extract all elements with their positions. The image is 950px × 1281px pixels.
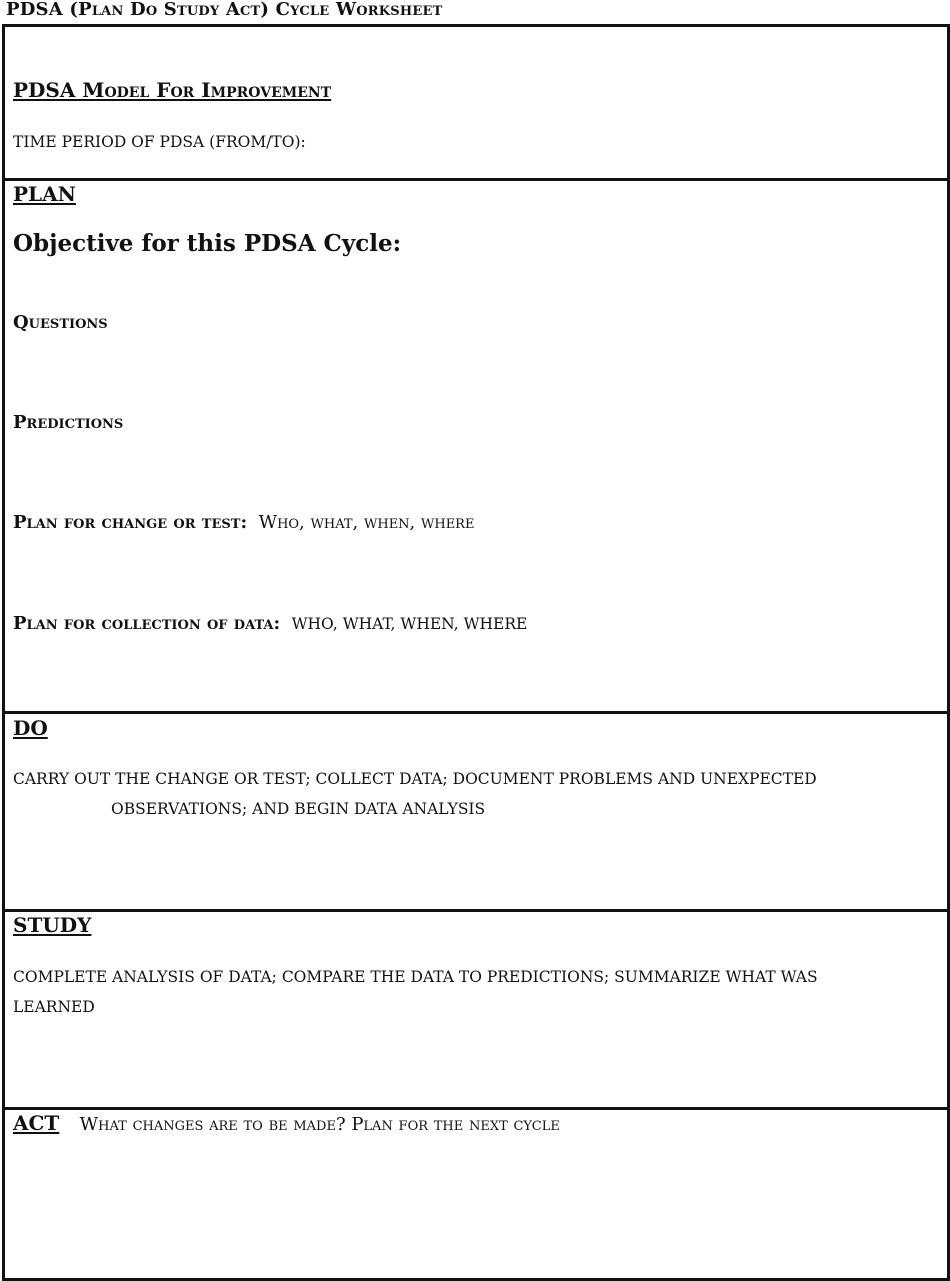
model-section: [2, 24, 950, 181]
model-heading: PDSA Model For Improvement: [13, 78, 332, 102]
study-section: [2, 909, 950, 1110]
act-heading: ACT: [13, 1111, 60, 1135]
time-period-label: TIME PERIOD OF PDSA (FROM/TO):: [13, 133, 306, 151]
act-detail: What changes are to be made? Plan for the next cycle: [79, 1114, 560, 1135]
study-line-1: COMPLETE ANALYSIS OF DATA; COMPARE THE DATA TO PREDICTIONS; SUMMARIZE WHAT WAS: [13, 968, 818, 986]
plan-change-detail: Who, what, when, where: [258, 512, 475, 533]
questions-label: Questions: [13, 312, 108, 333]
do-line-1: CARRY OUT THE CHANGE OR TEST; COLLECT DATA; DOCUMENT PROBLEMS AND UNEXPECTED: [13, 770, 817, 788]
plan-heading: PLAN: [13, 182, 76, 206]
act-line: [13, 1111, 560, 1135]
plan-data-line: [13, 613, 527, 634]
predictions-label: Predictions: [13, 412, 124, 433]
plan-change-label: Plan for change or test: [13, 512, 241, 533]
worksheet-title: PDSA (Plan Do Study Act) Cycle Worksheet: [6, 0, 443, 20]
study-line-2: LEARNED: [13, 998, 95, 1016]
objective-label: Objective for this PDSA Cycle:: [13, 230, 402, 257]
do-heading: DO: [13, 716, 48, 740]
do-line-2: OBSERVATIONS; AND BEGIN DATA ANALYSIS: [111, 800, 486, 818]
plan-data-detail: WHO, WHAT, WHEN, WHERE: [291, 615, 528, 633]
plan-change-line: Plan for change or test: Who, what, when, where: [13, 512, 475, 533]
study-heading: STUDY: [13, 913, 92, 937]
plan-data-label: Plan for collection of data:: [13, 613, 281, 634]
